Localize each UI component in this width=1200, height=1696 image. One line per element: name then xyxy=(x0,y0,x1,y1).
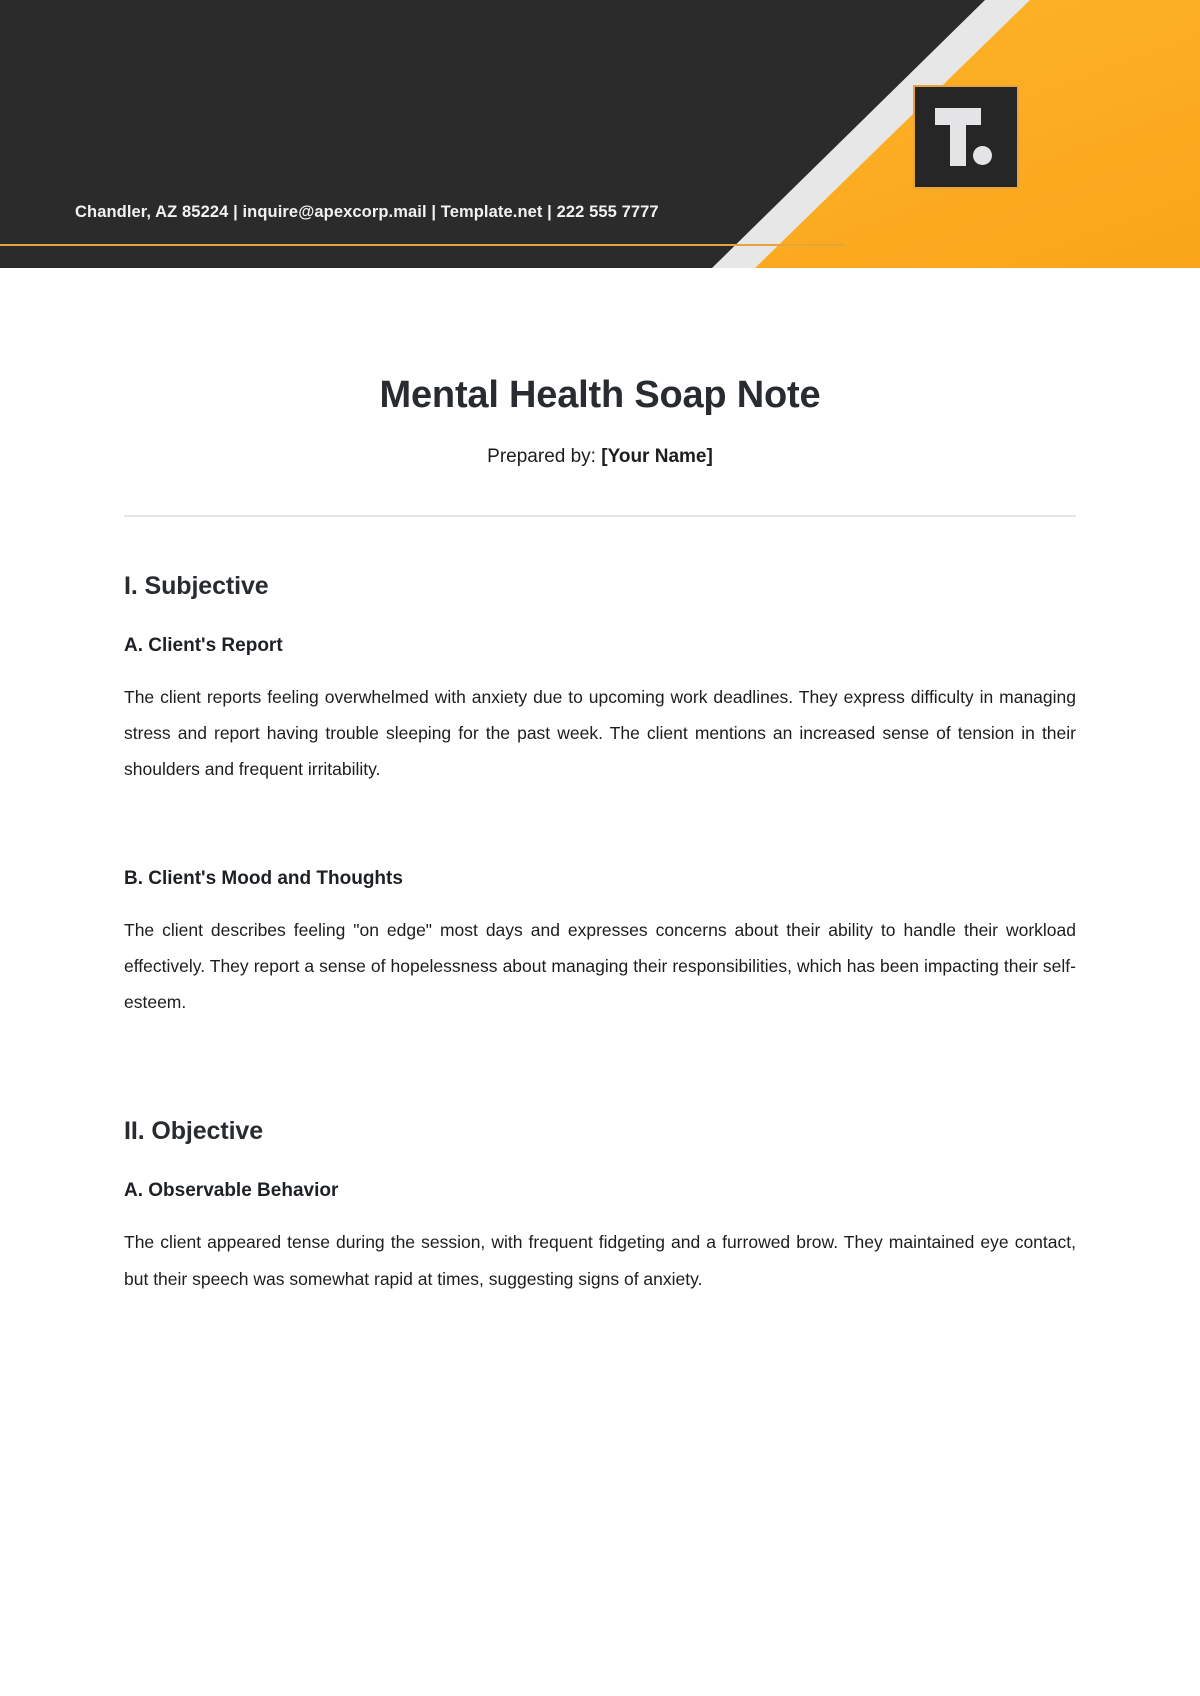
logo-t-stem xyxy=(950,108,966,166)
subsection-heading-mood-and-thoughts: B. Client's Mood and Thoughts xyxy=(124,867,403,889)
subsection-heading-clients-report: A. Client's Report xyxy=(124,635,283,656)
document-body xyxy=(0,268,1200,1297)
brand-logo-badge xyxy=(913,85,1019,189)
page-title: Mental Health Soap Note xyxy=(379,374,821,416)
prepared-by-label: Prepared by: xyxy=(487,446,596,467)
subsection-text-clients-report: The client reports feeling overwhelmed with anxiety due to upcoming work deadlines. They express difficulty in managing stress and report having trouble sleeping for the past week. The client mentions an increased sense of tension in their shoulders and frequent irritability. xyxy=(124,687,1076,780)
subsection-text-observable-behavior: The client appeared tense during the session, with frequent fidgeting and a furrowed brow. They maintained eye contact, but their speech was somewhat rapid at times, suggesting signs of anxiety. xyxy=(124,1232,1076,1289)
section-heading-subjective: I. Subjective xyxy=(124,572,269,600)
contact-info-line: Chandler, AZ 85224 | inquire@apexcorp.mail | Template.net | 222 555 7777 xyxy=(75,203,659,221)
document-header xyxy=(0,0,1200,268)
subsection-heading-observable-behavior: A. Observable Behavior xyxy=(124,1180,339,1202)
subsection-text-mood-and-thoughts: The client describes feeling "on edge" most days and expresses concerns about their ability to handle their workload effectively. They report a sense of hopelessness about managing their responsibilities, which has been impacting their self-esteem. xyxy=(124,919,1076,1013)
header-accent-rule xyxy=(0,244,845,246)
logo-period-dot xyxy=(973,146,992,165)
prepared-by-line xyxy=(124,417,1076,468)
logo-t-icon xyxy=(935,108,997,166)
spacer xyxy=(124,1020,1076,1062)
spacer xyxy=(124,788,1076,834)
prepared-by-value: [Your Name] xyxy=(601,446,713,467)
section-heading-objective: II. Objective xyxy=(124,1117,264,1146)
